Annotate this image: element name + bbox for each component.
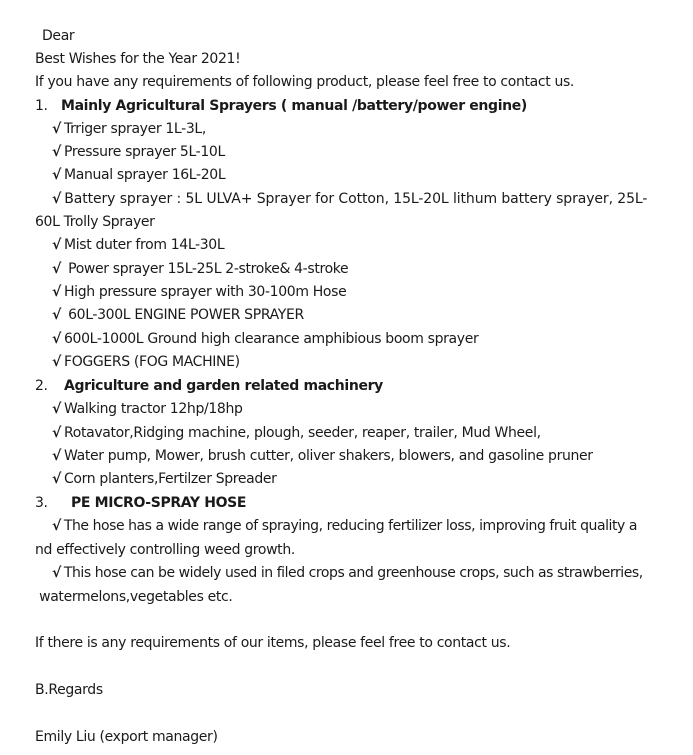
- list-item: [52, 235, 224, 255]
- list-item-continuation: nd effectively controlling weed growth.: [35, 542, 295, 558]
- check-icon: √: [52, 191, 62, 207]
- list-item: [52, 399, 243, 419]
- regards: B.Regards: [35, 682, 103, 698]
- list-item-text: High pressure sprayer with 30-100m Hose: [64, 284, 347, 300]
- list-item: [52, 259, 348, 279]
- list-item: [52, 282, 346, 302]
- list-item: [52, 189, 647, 209]
- wishes-line: Best Wishes for the Year 2021!: [35, 51, 241, 67]
- section-2-heading: [35, 376, 383, 396]
- list-item-text: This hose can be widely used in filed crops and greenhouse crops, such as strawberries,: [63, 565, 643, 581]
- list-item-text: The hose has a wide range of spraying, reducing fertilizer loss, improving fruit quality a: [63, 518, 637, 534]
- section-number: 3.: [35, 495, 48, 511]
- closing-line: If there is any requirements of our items, please feel free to contact us.: [35, 635, 511, 651]
- check-icon: √: [52, 144, 61, 160]
- list-item-text: Water pump, Mower, brush cutter, oliver shakers, blowers, and gasoline pruner: [64, 448, 593, 464]
- list-item: [52, 516, 637, 536]
- check-icon: √: [52, 237, 61, 253]
- list-item-text: Corn planters,Fertilzer Spreader: [64, 471, 277, 487]
- list-item: [52, 469, 277, 489]
- list-item-text: 600L-1000L Ground high clearance amphibious boom sprayer: [64, 331, 479, 347]
- section-title: PE MICRO-SPRAY HOSE: [71, 495, 247, 511]
- signature: Emily Liu (export manager): [35, 729, 218, 745]
- intro-line: If you have any requirements of following product, please feel free to contact us.: [35, 74, 575, 90]
- check-icon: √: [52, 518, 61, 534]
- section-3-heading: [35, 493, 246, 513]
- list-item-text: 60L-300L ENGINE POWER SPRAYER: [64, 307, 304, 323]
- check-icon: √: [52, 354, 61, 370]
- check-icon: √: [52, 401, 61, 417]
- list-item-text: Manual sprayer 16L-20L: [64, 167, 226, 183]
- list-item-text: Battery sprayer : 5L ULVA+ Sprayer for Cotton, 15L-20L lithum battery sprayer, 25L-: [64, 191, 648, 207]
- list-item-continuation: 60L Trolly Sprayer: [35, 214, 155, 230]
- check-icon: √: [52, 565, 61, 581]
- check-icon: √: [52, 331, 61, 347]
- list-item-text: Pressure sprayer 5L-10L: [64, 144, 225, 160]
- check-icon: √: [52, 284, 61, 300]
- section-number: 1.: [35, 98, 48, 114]
- check-icon: √: [52, 121, 61, 137]
- section-title: Agriculture and garden related machinery: [64, 378, 383, 394]
- section-number: 2.: [35, 378, 48, 394]
- check-icon: √: [52, 167, 61, 183]
- check-icon: √: [52, 471, 61, 487]
- list-item-text: Trriger sprayer 1L-3L,: [64, 121, 206, 137]
- list-item: [52, 446, 593, 466]
- list-item-text: FOGGERS (FOG MACHINE): [64, 354, 240, 370]
- check-icon: √: [52, 307, 61, 323]
- list-item: [52, 423, 541, 443]
- list-item-text: Rotavator,Ridging machine, plough, seeder, reaper, trailer, Mud Wheel,: [64, 425, 541, 441]
- list-item: [52, 305, 304, 325]
- list-item-continuation: watermelons,vegetables etc.: [35, 589, 233, 605]
- check-icon: √: [52, 448, 61, 464]
- list-item: [52, 119, 206, 139]
- list-item: [52, 563, 643, 583]
- check-icon: √: [52, 425, 61, 441]
- section-title: Mainly Agricultural Sprayers ( manual /battery/power engine): [61, 98, 527, 114]
- list-item: [52, 352, 240, 372]
- list-item: [52, 142, 225, 162]
- check-icon: √: [52, 261, 61, 277]
- greeting: Dear: [42, 28, 75, 44]
- list-item: [52, 165, 225, 185]
- section-1-heading: [35, 96, 527, 116]
- list-item-text: Walking tractor 12hp/18hp: [64, 401, 243, 417]
- list-item-text: Mist duter from 14L-30L: [64, 237, 225, 253]
- list-item: [52, 329, 478, 349]
- list-item-text: Power sprayer 15L-25L 2-stroke& 4-stroke: [64, 261, 349, 277]
